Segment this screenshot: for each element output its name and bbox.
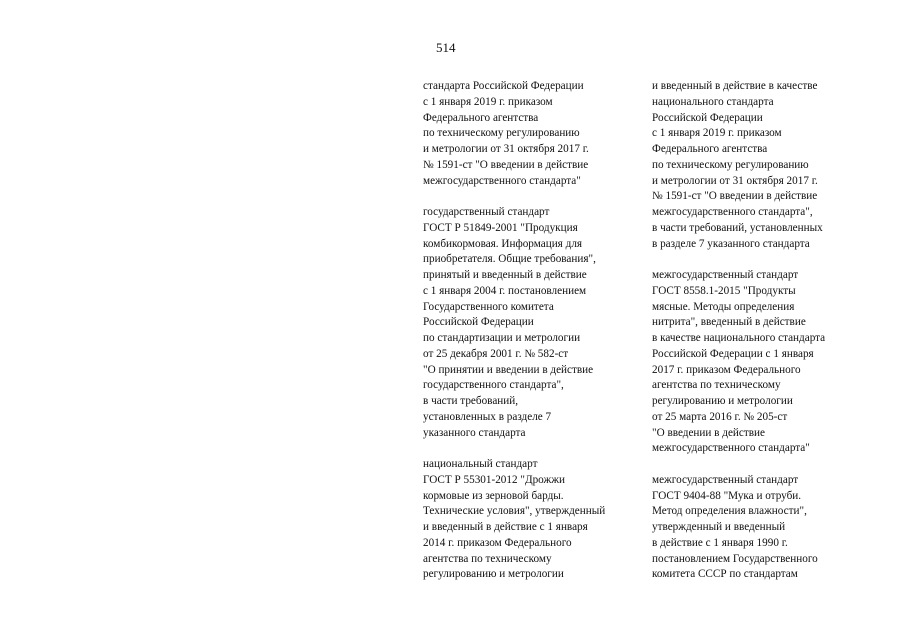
right-column-text-line: по техническому регулированию	[652, 158, 809, 171]
left-column-text-line: государственного стандарта",	[423, 379, 564, 392]
right-column-text-line: межгосударственного стандарта",	[652, 206, 813, 218]
left-column-text-line: стандарта Российской Федерации	[423, 80, 584, 92]
right-column-text-line: в действие с 1 января 1990 г.	[652, 536, 788, 549]
left-column-text-line: с 1 января 2019 г. приказом	[423, 95, 553, 108]
right-column-text-line: утвержденный и введенный	[652, 521, 786, 533]
left-column-text-line: ГОСТ Р 51849-2001 "Продукция	[423, 221, 578, 234]
right-column-text-line: постановлением Государственного	[652, 552, 818, 565]
right-column-text-line: Российской Федерации	[652, 111, 763, 124]
left-column-text-line: по стандартизации и метрологии	[423, 332, 581, 344]
right-column-text-line: в разделе 7 указанного стандарта	[652, 237, 810, 250]
left-column-text-line: принятый и введенный в действие	[423, 269, 587, 281]
right-column-text-line: мясные. Методы определения	[652, 300, 795, 313]
right-column-text-line: регулированию и метрологии	[652, 395, 793, 407]
left-text-column	[423, 79, 638, 583]
left-column-text-line: Российской Федерации	[423, 316, 534, 329]
right-column-text-line: Метод определения влажности",	[652, 505, 807, 518]
right-column-text-line: в качестве национального стандарта	[652, 332, 826, 344]
left-column-paragraph	[423, 205, 638, 441]
right-column-text-line: межгосударственного стандарта"	[652, 442, 810, 455]
left-column-text-line: агентства по техническому	[423, 552, 552, 565]
right-column-text-line: № 1591-ст "О введении в действие	[652, 190, 818, 203]
left-column-text-line: и введенный в действие с 1 января	[423, 521, 588, 533]
left-column-text-line: и метрологии от 31 октября 2017 г.	[423, 143, 589, 155]
left-column-text-line: "О принятии и введении в действие	[423, 363, 594, 376]
right-column-paragraph	[652, 268, 892, 457]
right-column-text-line: ГОСТ 9404-88 "Мука и отруби.	[652, 489, 802, 502]
left-column-text-line: Государственного комитета	[423, 300, 554, 313]
left-column-text-line: с 1 января 2004 г. постановлением	[423, 284, 587, 297]
left-column-text-line: от 25 декабря 2001 г. № 582-ст	[423, 347, 569, 360]
left-column-text-line: приобретателя. Общие требования",	[423, 253, 596, 266]
left-column-text-line: по техническому регулированию	[423, 127, 580, 140]
right-column-text-line: с 1 января 2019 г. приказом	[652, 127, 782, 140]
right-column-text-line: нитрита", введенный в действие	[652, 316, 806, 329]
left-column-paragraph	[423, 457, 638, 583]
left-column-text-line: Федерального агентства	[423, 111, 539, 124]
left-column-text-line: Технические условия", утвержденный	[423, 505, 606, 518]
left-column-text-line: государственный стандарт	[423, 206, 550, 218]
left-column-text-line: указанного стандарта	[423, 426, 526, 439]
left-column-text-line: регулированию и метрологии	[423, 568, 564, 581]
right-column-text-line: в части требований, установленных	[652, 221, 823, 234]
right-column-text-line: Российской Федерации с 1 января	[652, 347, 814, 360]
right-column-text-line: комитета СССР по стандартам	[652, 568, 798, 581]
right-column-text-line: ГОСТ 8558.1-2015 "Продукты	[652, 284, 796, 297]
right-column-text-line: агентства по техническому	[652, 379, 781, 392]
right-column-text-line: "О введении в действие	[652, 426, 765, 439]
left-column-text-line: в части требований,	[423, 395, 519, 407]
left-column-text-line: кормовые из зерновой барды.	[423, 489, 564, 502]
left-column-text-line: национальный стандарт	[423, 458, 538, 470]
right-column-text-line: и метрологии от 31 октября 2017 г.	[652, 174, 818, 187]
right-text-column	[652, 79, 892, 583]
left-column-text-line: ГОСТ Р 55301-2012 "Дрожжи	[423, 473, 565, 486]
right-column-paragraph	[652, 473, 892, 583]
right-column-text-line: 2017 г. приказом Федерального	[652, 363, 801, 376]
left-column-text-line: установленных в разделе 7	[423, 410, 552, 423]
page-number: 514	[436, 40, 456, 55]
right-column-text-line: и введенный в действие в качестве	[652, 80, 818, 92]
left-column-text-line: № 1591-ст "О введении в действие	[423, 158, 589, 171]
left-column-text-line: межгосударственного стандарта"	[423, 174, 581, 187]
right-column-text-line: межгосударственный стандарт	[652, 269, 799, 281]
left-column-paragraph	[423, 79, 638, 189]
right-column-text-line: Федерального агентства	[652, 143, 768, 155]
left-column-text-line: 2014 г. приказом Федерального	[423, 536, 572, 549]
left-column-text-line: комбикормовая. Информация для	[423, 237, 583, 250]
right-column-text-line: национального стандарта	[652, 95, 774, 108]
right-column-paragraph	[652, 79, 892, 252]
right-column-text-line: от 25 марта 2016 г. № 205-ст	[652, 410, 788, 423]
right-column-text-line: межгосударственный стандарт	[652, 473, 799, 486]
